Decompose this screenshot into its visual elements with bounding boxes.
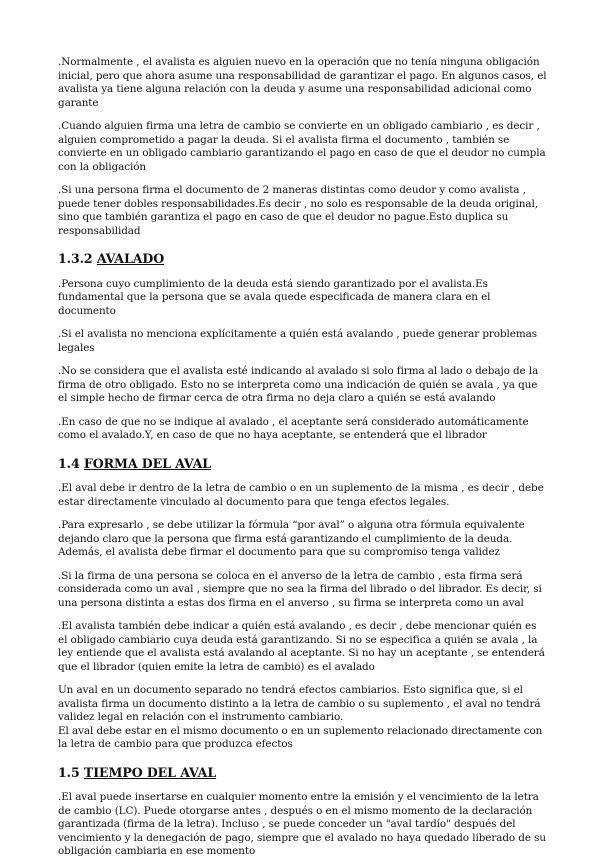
paragraph: El aval debe estar en el mismo documento o en un suplemento relacionado directamente con la letra de cambio para que produzca efectos — [58, 724, 543, 751]
section-heading-avalado — [58, 251, 547, 267]
section-number: 1.5 — [58, 764, 80, 780]
paragraph: .Si la firma de una persona se coloca en el anverso de la letra de cambio , esta firma será considerada como un aval , siempre que no sea la firma del librado o del librador. Es decir, si una persona distinta a estas dos firma en el anverso , su firma se interpreta como un aval — [58, 569, 542, 609]
section-title: FORMA DEL AVAL — [83, 455, 212, 471]
section-heading-tiempo-del-aval — [58, 765, 547, 781]
paragraph: .El aval debe ir dentro de la letra de cambio o en un suplemento de la misma , es decir , debe estar directamente vinculado al documento para que tenga efectos legales. — [58, 482, 544, 508]
paragraph: .El avalista también debe indicar a quién está avalando , es decir , debe mencionar quién es el obligado cambiario cuya deuda está garantizando. Si no se especifica a quién se avala , la ley entiende que el avalista está avalando al aceptante. Si no hay un aceptante , se entenderá que el librador (quien emite la letra de cambio) es el avalado — [58, 620, 545, 673]
section-title: AVALADO — [96, 251, 165, 267]
section-number: 1.4 — [58, 455, 80, 471]
paragraph: .El aval puede insertarse en cualquier momento entre la emisión y el vencimiento de la letra de cambio (LC). Puede otorgarse antes , después o en el mismo momento de la declaración garantizada (firma de la letra). Incluso , se puede conceder un "aval tardío" después del vencimiento y la denegación de pago, siempre que el avalado no haya quedado liberado de su obligación cambiaria en ese momento — [58, 791, 547, 858]
paragraph: Un aval en un documento separado no tendrá efectos cambiarios. Esto significa que, si el avalista firma un documento distinto a la letra de cambio o su suplemento , el aval no tendrá validez legal en relación con el instrumento cambiario. — [58, 684, 541, 724]
paragraph: .Para expresarlo , se debe utilizar la fórmula “por aval” o alguna otra fórmula equivalente dejando claro que la persona que firma está garantizando el cumplimiento de la deuda. Además, el avalista debe firmar el documento para que su compromiso tenga validez — [58, 519, 525, 559]
paragraph: .En caso de que no se indique al avalado , el aceptante será considerado automáticamente como el avalado.Y, en caso de que no haya aceptante, se entenderá que el librador — [58, 415, 529, 442]
section-number: 1.3.2 — [58, 251, 93, 267]
section-heading-forma-del-aval — [58, 456, 547, 472]
paragraph: .Cuando alguien firma una letra de cambio se convierte en un obligado cambiario , es decir , alguien comprometido a pagar la deuda. Si el avalista firma el documento , también se convierte en un obligado cambiario garantizando el pago en caso de que el deudor no cumpla con la obligación — [58, 120, 546, 173]
paragraph: .No se considera que el avalista esté indicando al avalado si solo firma al lado o debajo de la firma de otro obligado. Esto no se interpreta como una indicación de quién se avala , ya que el simple hecho de firmar cerca de otra firma no deja claro a quién se está avalando — [58, 365, 539, 405]
section-title: TIEMPO DEL AVAL — [83, 764, 217, 780]
paragraph: .Si el avalista no menciona explícitamente a quién está avalando , puede generar problemas legales — [58, 328, 538, 354]
paragraph: .Si una persona firma el documento de 2 maneras distintas como deudor y como avalista , puede tener dobles responsabilidades.Es decir , no solo es responsable de la deuda original, sino que también garantiza el pago en caso de que el deudor no pague.Esto duplica su responsabilidad — [58, 184, 538, 237]
paragraph: .Persona cuyo cumplimiento de la deuda está siendo garantizado por el avalista.Es fundamental que la persona que se avala quede especificada de manera clara en el documento — [58, 277, 491, 317]
paragraph: .Normalmente , el avalista es alguien nuevo en la operación que no tenía ninguna obligación inicial, pero que ahora asume una responsabilidad de garantizar el pago. En algunos casos, el avalista ya tiene alguna relación con la deuda y asume una responsabilidad adicional como garante — [58, 56, 547, 109]
